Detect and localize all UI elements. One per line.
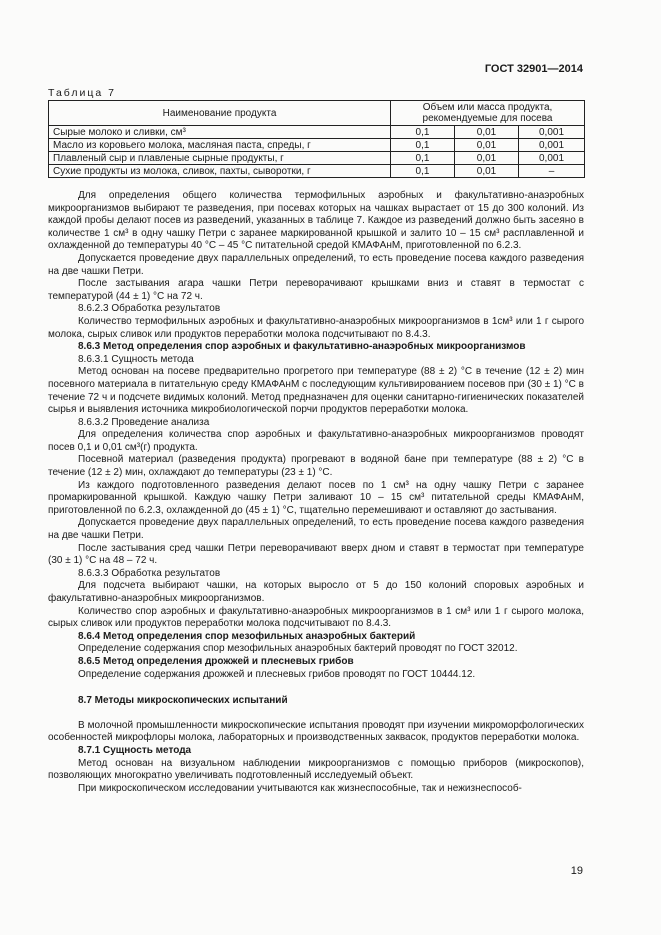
- table-header-product: Наименование продукта: [49, 101, 391, 126]
- table-row: [49, 139, 585, 152]
- table-header-volume: Объем или масса продукта, рекомендуемые для посева: [391, 101, 585, 126]
- paragraph: Количество термофильных аэробных и факультативно-анаэробных микроорганизмов в 1см³ или 1 г сырого молока, сырых сливок или продуктов переработки молока подсчитывают по 8.4.3.: [48, 315, 584, 340]
- section-heading: 8.6.5 Метод определения дрожжей и плесневых грибов: [78, 655, 354, 667]
- paragraph: После застывания агара чашки Петри переворачивают крышками вниз и ставят в термостат с температурой (44 ± 1) °С на 72 ч.: [48, 278, 584, 302]
- page-number: 19: [570, 865, 583, 877]
- table-cell-value: 0,01: [455, 139, 519, 152]
- document-body: [48, 190, 584, 795]
- table-cell-value: 0,01: [455, 152, 519, 165]
- subsection-heading: 8.6.3.1 Сущность метода: [78, 353, 194, 365]
- paragraph: Допускается проведение двух параллельных определений, то есть проведение посева каждого разведения на две чашки Петри.: [48, 252, 584, 277]
- paragraph: Посевной материал (разведения продукта) прогревают в водяной бане при температуре (88 ± 2) °С в течение (12 ± 2) мин, охлаждают до температуры (23 ± 1) °С.: [48, 454, 584, 479]
- paragraph: Метод основан на визуальном наблюдении микроорганизмов с помощью приборов (микроскопов), позволяющих многократно увеличивать подготовленный исследуемый объект.: [48, 757, 584, 782]
- table-row: [49, 165, 585, 178]
- paragraph: Метод основан на посеве предварительно прогретого при температуре (88 ± 2) °С в течение (12 ± 2) мин посевного материала в питательную среду КМАФАнМ с последующим культивированием посевов при (30 ± 1) °С в течение 72 ч и подсчете видимых колоний. Метод предназначен для оценки санитарно-гигиенических показателей сырья и выявления источника микробиологической порчи продуктов переработки молока.: [48, 366, 584, 416]
- table-cell-value: 0,01: [455, 126, 519, 139]
- table-cell-value: 0,01: [455, 165, 519, 178]
- paragraph: Допускается проведение двух параллельных определений, то есть проведение посева каждого разведения на две чашки Петри.: [48, 517, 584, 542]
- section-heading: 8.7.1 Сущность метода: [78, 744, 192, 756]
- table-cell-value: 0,1: [391, 139, 455, 152]
- paragraph: Определение содержания дрожжей и плесневых грибов проводят по ГОСТ 10444.12.: [78, 668, 476, 680]
- table-row: [49, 152, 585, 165]
- section-heading: 8.6.3 Метод определения спор аэробных и факультативно-анаэробных микроорганизмов: [78, 341, 526, 353]
- table-7: [48, 100, 585, 178]
- table-cell-product: Сухие продукты из молока, сливок, пахты, сыворотки, г: [49, 165, 391, 178]
- table-cell-value: 0,001: [519, 126, 585, 139]
- paragraph: Количество спор аэробных и факультативно-анаэробных микроорганизмов в 1 см³ или 1 г сырого молока, сырых сливок или продуктов переработки молока подсчитывают по 8.4.3.: [48, 605, 584, 630]
- table-cell-product: Масло из коровьего молока, масляная паста, спреды, г: [49, 139, 391, 152]
- document-id-header: ГОСТ 32901—2014: [484, 63, 583, 75]
- section-heading: 8.7 Методы микроскопических испытаний: [78, 695, 288, 707]
- table-cell-product: Сырые молоко и сливки, см³: [49, 126, 391, 139]
- paragraph: Из каждого подготовленного разведения делают посев по 1 см³ на одну чашку Петри с заранее промаркированной крышкой. Каждую чашку Петри заливают 10 – 15 см³ питательной среды КМАФАнМ, приготовленной по 6.2.3, охлажденной до (45 ± 1) °С, тщательно перемешивают и оставляют до застывания.: [48, 479, 584, 516]
- section-heading: 8.6.4 Метод определения спор мезофильных анаэробных бактерий: [78, 630, 416, 642]
- paragraph: Для определения общего количества термофильных аэробных и факультативно-анаэробных микроорганизмов выбирают те разведения, при посевах которых на чашках вырастает от 15 до 300 колоний. Из каждой пробы делают посев из разведений, указанных в таблице 7. Каждое из разведений должно быть засеяно в количестве 1 см³ в одну чашку Петри с заранее маркированной крышкой и залито 10 – 15 см³ расплавленной и охлажденной до температуры 40 °С – 45 °С питательной средой КМАФАнМ, приготовленной по 6.2.3.: [48, 190, 584, 252]
- paragraph: Для подсчета выбирают чашки, на которых выросло от 5 до 150 колоний споровых аэробных и факультативно-анаэробных микроорганизмов.: [48, 580, 584, 604]
- paragraph: Для определения количества спор аэробных и факультативно-анаэробных микроорганизмов проводят посев 0,1 и 0,01 см³(г) продукта.: [48, 429, 584, 453]
- paragraph: Определение содержания спор мезофильных анаэробных бактерий проводят по ГОСТ 32012.: [78, 643, 518, 655]
- table-caption: Таблица 7: [48, 87, 116, 99]
- table-cell-value: 0,001: [519, 152, 585, 165]
- table-cell-value: 0,1: [391, 152, 455, 165]
- table-cell-value: 0,1: [391, 126, 455, 139]
- table-cell-product: Плавленый сыр и плавленые сырные продукты, г: [49, 152, 391, 165]
- table-row: [49, 126, 585, 139]
- subsection-heading: 8.6.3.3 Обработка результатов: [78, 567, 221, 579]
- table-cell-value: –: [519, 165, 585, 178]
- subsection-heading: 8.6.3.2 Проведение анализа: [78, 416, 210, 428]
- paragraph: После застывания сред чашки Петри переворачивают вверх дном и ставят в термостат при температуре (30 ± 1) °С на 48 – 72 ч.: [48, 542, 584, 567]
- paragraph: В молочной промышленности микроскопические испытания проводят при изучении микроморфологических особенностей микрофлоры молока, лабораторных и производственных заквасок, продуктов переработки молока.: [48, 719, 584, 744]
- table-cell-value: 0,001: [519, 139, 585, 152]
- subsection-heading: 8.6.2.3 Обработка результатов: [78, 303, 221, 315]
- table-cell-value: 0,1: [391, 165, 455, 178]
- paragraph: При микроскопическом исследовании учитываются как жизнеспособные, так и нежизнеспособ-: [78, 782, 522, 794]
